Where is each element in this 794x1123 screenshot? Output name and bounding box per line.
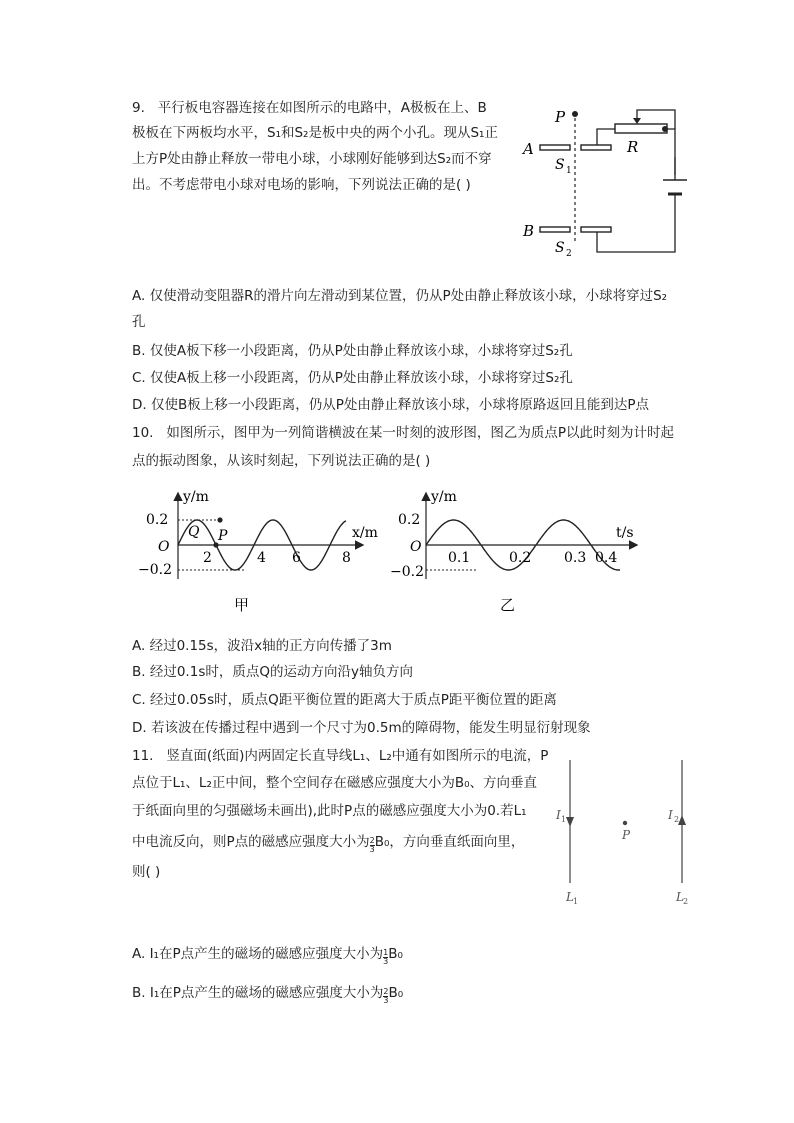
- svg-text:2: 2: [674, 815, 680, 824]
- svg-text:2: 2: [566, 249, 572, 259]
- question-stem-line: 上方P处由静止释放一带电小球，小球刚好能够到达S₂而不穿: [132, 151, 492, 167]
- option-a: A. 仅使滑动变阻器R的滑片向左滑动到某位置，仍从P处由静止释放该小球，小球将穿过S₂: [132, 288, 668, 304]
- svg-text:6: 6: [292, 550, 301, 566]
- question-number: 11.: [132, 748, 154, 764]
- fraction: $\frac{2}{3}$: [369, 836, 375, 854]
- question-stem-line: 中电流反向，则P点的磁感应强度大小为: [132, 834, 370, 850]
- svg-text:L: L: [676, 890, 684, 904]
- question-stem-line: 于纸面向里的匀强磁场未画出),此时P点的磁感应强度大小为0.若L₁: [132, 803, 527, 819]
- svg-text:O: O: [158, 539, 170, 555]
- svg-text:2: 2: [203, 550, 212, 566]
- point-p-label: P: [555, 108, 566, 126]
- svg-text:0.2: 0.2: [146, 512, 169, 528]
- figure-caption-yi: 乙: [500, 596, 516, 614]
- svg-text:0.2: 0.2: [509, 550, 532, 566]
- svg-text:1: 1: [561, 815, 567, 824]
- svg-text:1: 1: [573, 897, 579, 906]
- option-b: B. 经过0.1s时，质点Q的运动方向沿y轴负方向: [132, 664, 413, 680]
- capacitor-circuit-figure: [515, 102, 700, 264]
- option-b: B. I₁在P点产生的磁场的磁感应强度大小为 $\frac{2}{3}$ B₀: [132, 985, 404, 1005]
- question-stem-line: 平行板电容器连接在如图所示的电路中，A极板在上、B: [157, 100, 487, 116]
- question-stem-line: 则( ): [132, 864, 161, 880]
- svg-text:4: 4: [257, 550, 266, 566]
- svg-text:−0.2: −0.2: [138, 562, 172, 578]
- svg-text:O: O: [410, 539, 422, 555]
- resistor-r-label: R: [627, 138, 639, 156]
- plate-a-label: A: [523, 140, 534, 158]
- question-stem-line: 竖直面(纸面)内两固定长直导线L₁、L₂中通有如图所示的电流，P: [166, 748, 549, 764]
- wires-figure: [552, 755, 702, 915]
- question-stem-line: 如图所示，图甲为一列简谐横波在某一时刻的波形图，图乙为质点P以此时刻为计时起: [166, 425, 674, 441]
- option-a-cont: 孔: [132, 314, 146, 330]
- figure-caption-jia: 甲: [234, 596, 250, 614]
- svg-text:P: P: [218, 528, 228, 544]
- svg-text:2: 2: [683, 897, 689, 906]
- option-a: A. 经过0.15s，波沿x轴的正方向传播了3m: [132, 638, 392, 654]
- svg-text:8: 8: [342, 550, 351, 566]
- svg-text:y/m: y/m: [431, 489, 457, 505]
- svg-text:S: S: [555, 157, 565, 173]
- option-a: A. I₁在P点产生的磁场的磁感应强度大小为 $\frac{1}{3}$ B₀: [132, 946, 403, 966]
- svg-text:S: S: [555, 240, 565, 256]
- option-c: C. 经过0.05s时，质点Q距平衡位置的距离大于质点P距平衡位置的距离: [132, 692, 557, 708]
- svg-text:0.3: 0.3: [564, 550, 587, 566]
- question-stem-line: 点的振动图象，从该时刻起，下列说法正确的是( ): [132, 453, 431, 469]
- svg-text:Q: Q: [188, 524, 200, 540]
- wave-figure-jia: [130, 484, 378, 619]
- vibration-figure-yi: [388, 484, 648, 619]
- svg-text:P: P: [622, 828, 631, 842]
- svg-text:0.2: 0.2: [398, 512, 421, 528]
- option-c: C. 仅使A板上移一小段距离，仍从P处由静止释放该小球，小球将穿过S₂孔: [132, 370, 573, 386]
- svg-text:x/m: x/m: [352, 525, 378, 541]
- question-stem-line: 极板在下两板均水平，S₁和S₂是板中央的两个小孔。现从S₁正: [132, 125, 498, 141]
- question-stem-line: 点位于L₁、L₂正中间，整个空间存在磁感应强度大小为B₀、方向垂直: [132, 775, 538, 791]
- question-number: 9.: [132, 100, 145, 116]
- svg-text:I: I: [556, 808, 561, 822]
- option-d: D. 若该波在传播过程中遇到一个尺寸为0.5m的障碍物，能发生明显衍射现象: [132, 720, 591, 736]
- svg-text:t/s: t/s: [616, 525, 634, 541]
- svg-text:1: 1: [566, 166, 572, 176]
- svg-text:0.1: 0.1: [448, 550, 471, 566]
- svg-text:0.4: 0.4: [595, 550, 618, 566]
- svg-text:I: I: [668, 808, 673, 822]
- option-b: B. 仅使A板下移一小段距离，仍从P处由静止释放该小球，小球将穿过S₂孔: [132, 343, 573, 359]
- plate-b-label: B: [523, 222, 535, 240]
- question-number: 10.: [132, 425, 154, 441]
- svg-text:−0.2: −0.2: [390, 564, 424, 580]
- question-stem-line: 出。不考虑带电小球对电场的影响，下列说法正确的是( ): [132, 177, 471, 193]
- svg-text:y/m: y/m: [183, 489, 209, 505]
- svg-text:L: L: [566, 890, 574, 904]
- option-d: D. 仅使B板上移一小段距离，仍从P处由静止释放该小球，小球将原路返回且能到达P点: [132, 397, 650, 413]
